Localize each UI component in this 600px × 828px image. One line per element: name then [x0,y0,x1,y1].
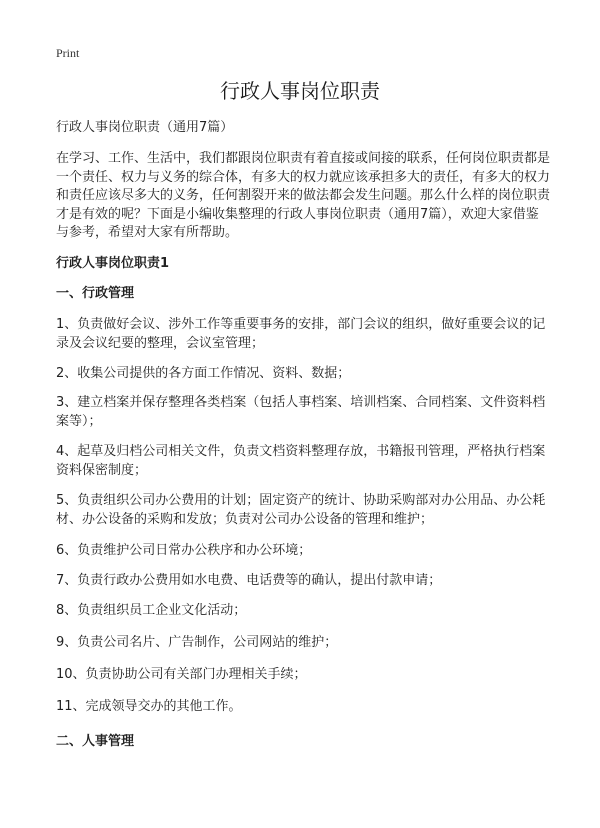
section-title: 行政人事岗位职责1 [56,256,170,271]
list-item: 2、收集公司提供的各方面工作情况、资料、数据； [56,366,351,381]
list-item: 11、完成领导交办的其他工作。 [56,699,242,714]
list-item: 1、负责做好会议、涉外工作等重要事务的安排，部门会议的组织，做好重要会议的记录及会议纪要的整理，会议室管理； [56,317,546,351]
subsection-heading-admin: 一、行政管理 [56,286,135,301]
intro-paragraph: 在学习、工作、生活中，我们都跟岗位职责有着直接或间接的联系，任何岗位职责都是一个责任、权力与义务的综合体，有多大的权力就应该承担多大的责任，有多大的权力和责任应该尽多大的义务，任何割裂开来的做法都会发生问题。那么什么样的岗位职责才是有效的呢？下面是小编收集整理的行政人事岗位职责（通用7篇），欢迎大家借鉴与参考，希望对大家有所帮助。 [56,151,551,240]
subsection-heading-hr: 二、人事管理 [56,734,135,749]
list-item: 7、负责行政办公费用如水电费、电话费等的确认，提出付款申请； [56,573,442,588]
list-item: 4、起草及归档公司相关文件，负责文档资料整理存放，书籍报刊管理，严格执行档案资料保密制度； [56,444,546,478]
list-item: 6、负责维护公司日常办公秩序和办公环境； [56,543,312,558]
list-item: 9、负责公司名片、广告制作，公司网站的维护； [56,635,338,650]
list-item: 10、负责协助公司有关部门办理相关手续； [56,667,307,682]
document-subtitle: 行政人事岗位职责（通用7篇） [56,120,234,135]
print-link[interactable]: Print [56,46,80,60]
list-item: 5、负责组织公司办公费用的计划；固定资产的统计、协助采购部对办公用品、办公耗材、办公设备的采购和发放；负责对公司办公设备的管理和维护； [56,493,546,527]
list-item: 3、建立档案并保存整理各类档案（包括人事档案、培训档案、合同档案、文件资料档案等）； [56,395,546,429]
page-title: 行政人事岗位职责 [220,79,380,103]
list-item: 8、负责组织员工企业文化活动； [56,603,247,618]
